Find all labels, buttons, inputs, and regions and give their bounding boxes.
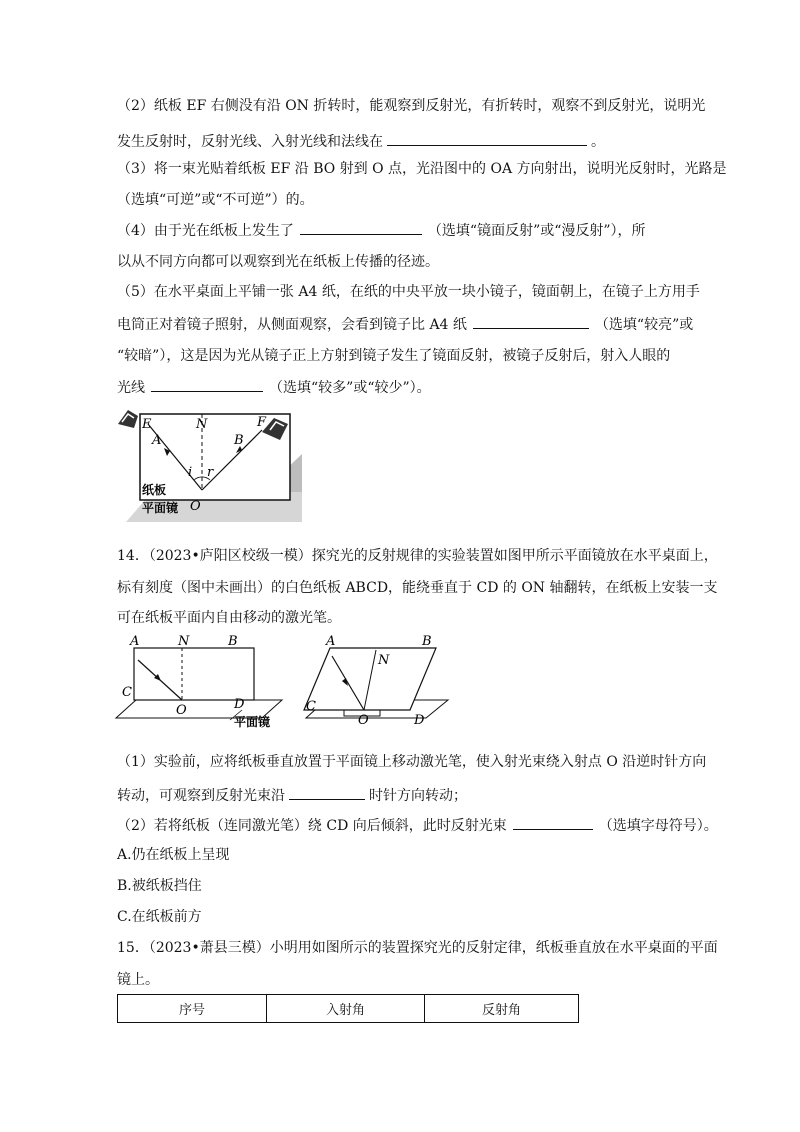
q13-part2-line2: 发生反射时，反射光线、入射光线和法线在 。	[117, 131, 707, 152]
q13-part3-line1: （3）将一束光贴着纸板 EF 沿 BO 射到 O 点，光沿图中的 OA 方向射出，说明光反射时，光路是	[117, 161, 727, 177]
q13-part4-line2: 以从不同方向都可以观察到光在纸板上传播的径迹。	[117, 254, 439, 270]
label-A: A	[130, 634, 140, 649]
answer-blank[interactable]	[513, 815, 593, 830]
label-B: B	[234, 433, 244, 448]
label-mirror: 平面镜	[142, 501, 179, 515]
table-header-cell: 入射角	[267, 995, 425, 1023]
option-c: C.在纸板前方	[117, 909, 202, 925]
label-r: r	[207, 465, 214, 480]
label-D: D	[414, 713, 425, 728]
label-F: F	[257, 415, 267, 430]
option-b: B.被纸板挡住	[117, 878, 202, 894]
table-header-cell: 序号	[118, 995, 267, 1023]
q13-part5-line3: “较暗”），这是因为光从镜子正上方射到镜子发生了镜面反射，被镜子反射后，射入人眼的	[117, 348, 671, 364]
q13-part5-line1: （5）在水平桌面上平铺一张 A4 纸，在纸的中央平放一块小镜子，镜面朝上，在镜子上方用手	[117, 284, 700, 300]
label-N: N	[378, 653, 390, 668]
label-B: B	[228, 634, 238, 649]
label-C: C	[306, 699, 316, 714]
label-i: i	[188, 465, 193, 480]
q14-figure-1	[112, 634, 292, 730]
q15-stem-line2: 镜上。	[117, 972, 159, 988]
q13-part3-line2: （选填“可逆”或“不可逆”）的。	[117, 192, 314, 208]
label-D: D	[234, 697, 245, 712]
label-board: 纸板	[142, 483, 167, 497]
label-O: O	[358, 713, 369, 728]
q13-reflection-figure	[112, 404, 302, 524]
label-A: A	[152, 433, 162, 448]
q13-part5-line4: 光线 （选填“较多”或“较少”）。	[117, 377, 707, 398]
answer-blank[interactable]	[473, 314, 589, 329]
q13-part5-line2: 电筒正对着镜子照射，从侧面观察，会看到镜子比 A4 纸 （选填“较亮”或	[117, 314, 707, 335]
label-O: O	[176, 703, 187, 718]
q13-part4-line1: （4）由于光在纸板上发生了 （选填“镜面反射”或“漫反射”），所	[117, 220, 707, 241]
label-E: E	[142, 417, 152, 432]
label-O: O	[190, 499, 201, 514]
paper-board	[134, 648, 254, 700]
label-N: N	[178, 634, 190, 649]
q14-stem-line3: 可在纸板平面内自由移动的激光笔。	[117, 610, 341, 626]
answer-blank[interactable]	[387, 131, 587, 146]
q15-data-table	[117, 994, 579, 1023]
label-B: B	[422, 634, 432, 649]
q14-part1-line1: （1）实验前，应将纸板垂直放置于平面镜上移动激光笔，使入射光束绕入射点 O 沿逆时针方向	[117, 754, 707, 770]
q14-stem-line2: 标有刻度（图中未画出）的白色纸板 ABCD，能绕垂直于 CD 的 ON 轴翻转，在纸板上安装一支	[117, 580, 718, 596]
option-a: A.仍在纸板上呈现	[117, 847, 230, 863]
answer-blank[interactable]	[289, 785, 365, 800]
q14-stem-line1: 14．（2023•庐阳区校级一模）探究光的反射规律的实验装置如图甲所示平面镜放在水平桌面上，	[117, 548, 718, 564]
q14-part1-line2: 转动，可观察到反射光束沿 时针方向转动；	[117, 785, 707, 806]
table-header-cell: 反射角	[425, 995, 579, 1023]
label-C: C	[122, 685, 132, 700]
answer-blank[interactable]	[151, 377, 263, 392]
q14-part2: （2）若将纸板（连同激光笔）绕 CD 向后倾斜，此时反射光束 （选填字母符号）。	[117, 815, 707, 836]
answer-blank[interactable]	[300, 220, 422, 235]
label-mirror: 平面镜	[234, 715, 271, 729]
q14-figure-2	[302, 634, 452, 730]
table-header-row	[118, 995, 579, 1023]
flashlight-icon	[118, 410, 138, 428]
label-A: A	[326, 634, 336, 649]
q13-part2-line1: （2）纸板 EF 右侧没有沿 ON 折转时，能观察到反射光，有折转时，观察不到反射光，说明光	[117, 98, 706, 114]
q15-stem-line1: 15．（2023•萧县三模）小明用如图所示的装置探究光的反射定律，纸板垂直放在水平桌面的平面	[117, 940, 718, 956]
label-N: N	[196, 417, 208, 432]
